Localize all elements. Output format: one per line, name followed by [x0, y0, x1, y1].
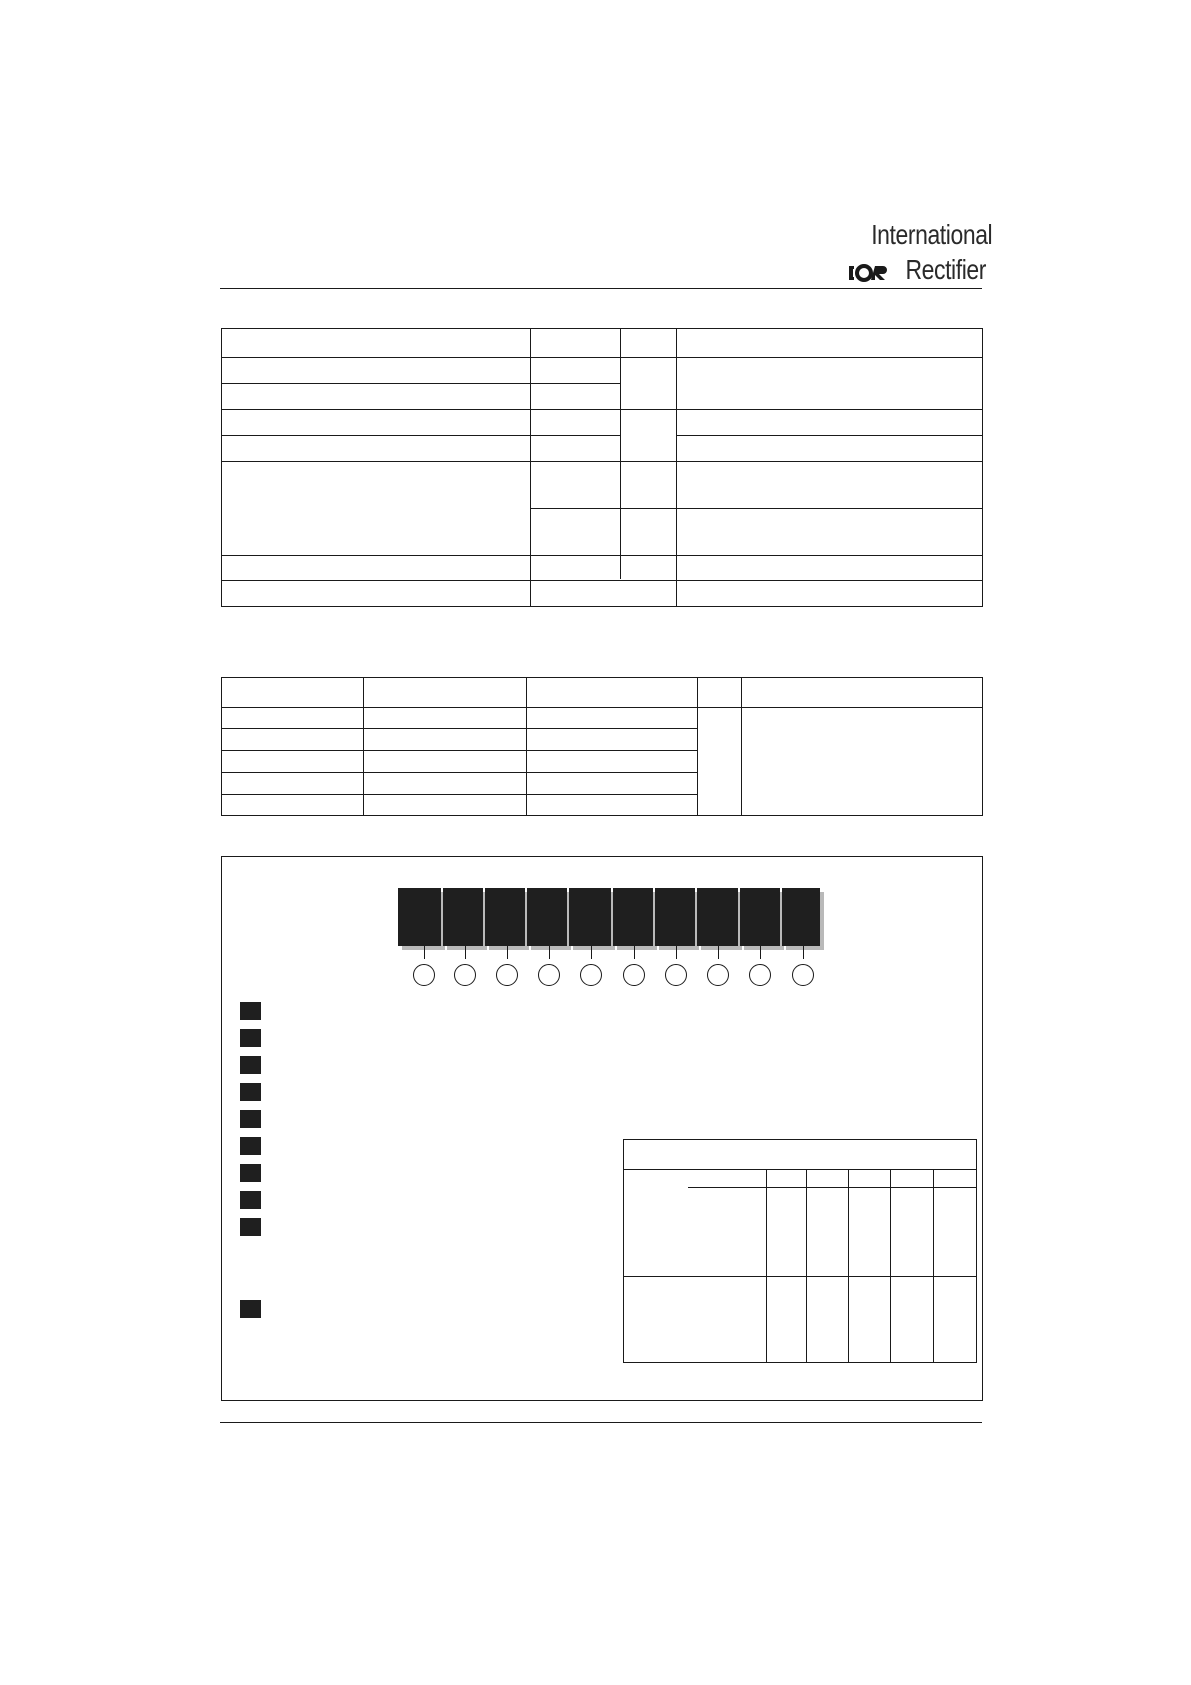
table-row [221, 707, 983, 708]
legend-marker [240, 1029, 261, 1047]
header-rule [220, 288, 982, 289]
inner-table-border [623, 1139, 977, 1363]
part-number-field [697, 888, 738, 946]
part-number-field [443, 888, 483, 946]
part-number-field [398, 888, 441, 946]
brand-name-line1: International [871, 219, 993, 250]
table-row [221, 409, 983, 410]
table-row [221, 772, 697, 773]
callout-circle [413, 964, 435, 986]
legend-marker [240, 1137, 261, 1155]
part-number-field [613, 888, 653, 946]
table-row [221, 750, 697, 751]
legend-marker [240, 1002, 261, 1020]
part-number-field [485, 888, 525, 946]
callout-circle [749, 964, 771, 986]
legend-marker [240, 1110, 261, 1128]
table-row [221, 383, 620, 384]
legend-marker [240, 1218, 261, 1236]
table-2-border [221, 677, 983, 816]
part-number-field [569, 888, 611, 946]
table-row [221, 357, 983, 358]
callout-circle [454, 964, 476, 986]
table-row [221, 580, 983, 581]
callout-circle [496, 964, 518, 986]
part-number-field [782, 888, 820, 946]
legend-marker [240, 1056, 261, 1074]
callout-circle [792, 964, 814, 986]
callout-circle [580, 964, 602, 986]
table-1-border [221, 328, 983, 607]
part-number-field [527, 888, 567, 946]
callout-circle [665, 964, 687, 986]
footer-rule [220, 1422, 982, 1423]
table-row [221, 728, 697, 729]
callout-circle [538, 964, 560, 986]
ior-logo-icon [849, 263, 899, 283]
table-row [221, 461, 983, 462]
table-row [623, 1276, 977, 1277]
brand-name-line2: Rectifier [905, 254, 986, 285]
legend-marker [240, 1191, 261, 1209]
part-number-field [740, 888, 780, 946]
table-row [623, 1169, 977, 1170]
part-number-field [655, 888, 695, 946]
table-row [530, 508, 983, 509]
legend-marker [240, 1164, 261, 1182]
table-row [221, 435, 620, 436]
callout-circle [623, 964, 645, 986]
callout-circle [707, 964, 729, 986]
table-row [221, 555, 983, 556]
table-row [221, 794, 697, 795]
legend-marker [240, 1083, 261, 1101]
legend-marker [240, 1300, 261, 1318]
